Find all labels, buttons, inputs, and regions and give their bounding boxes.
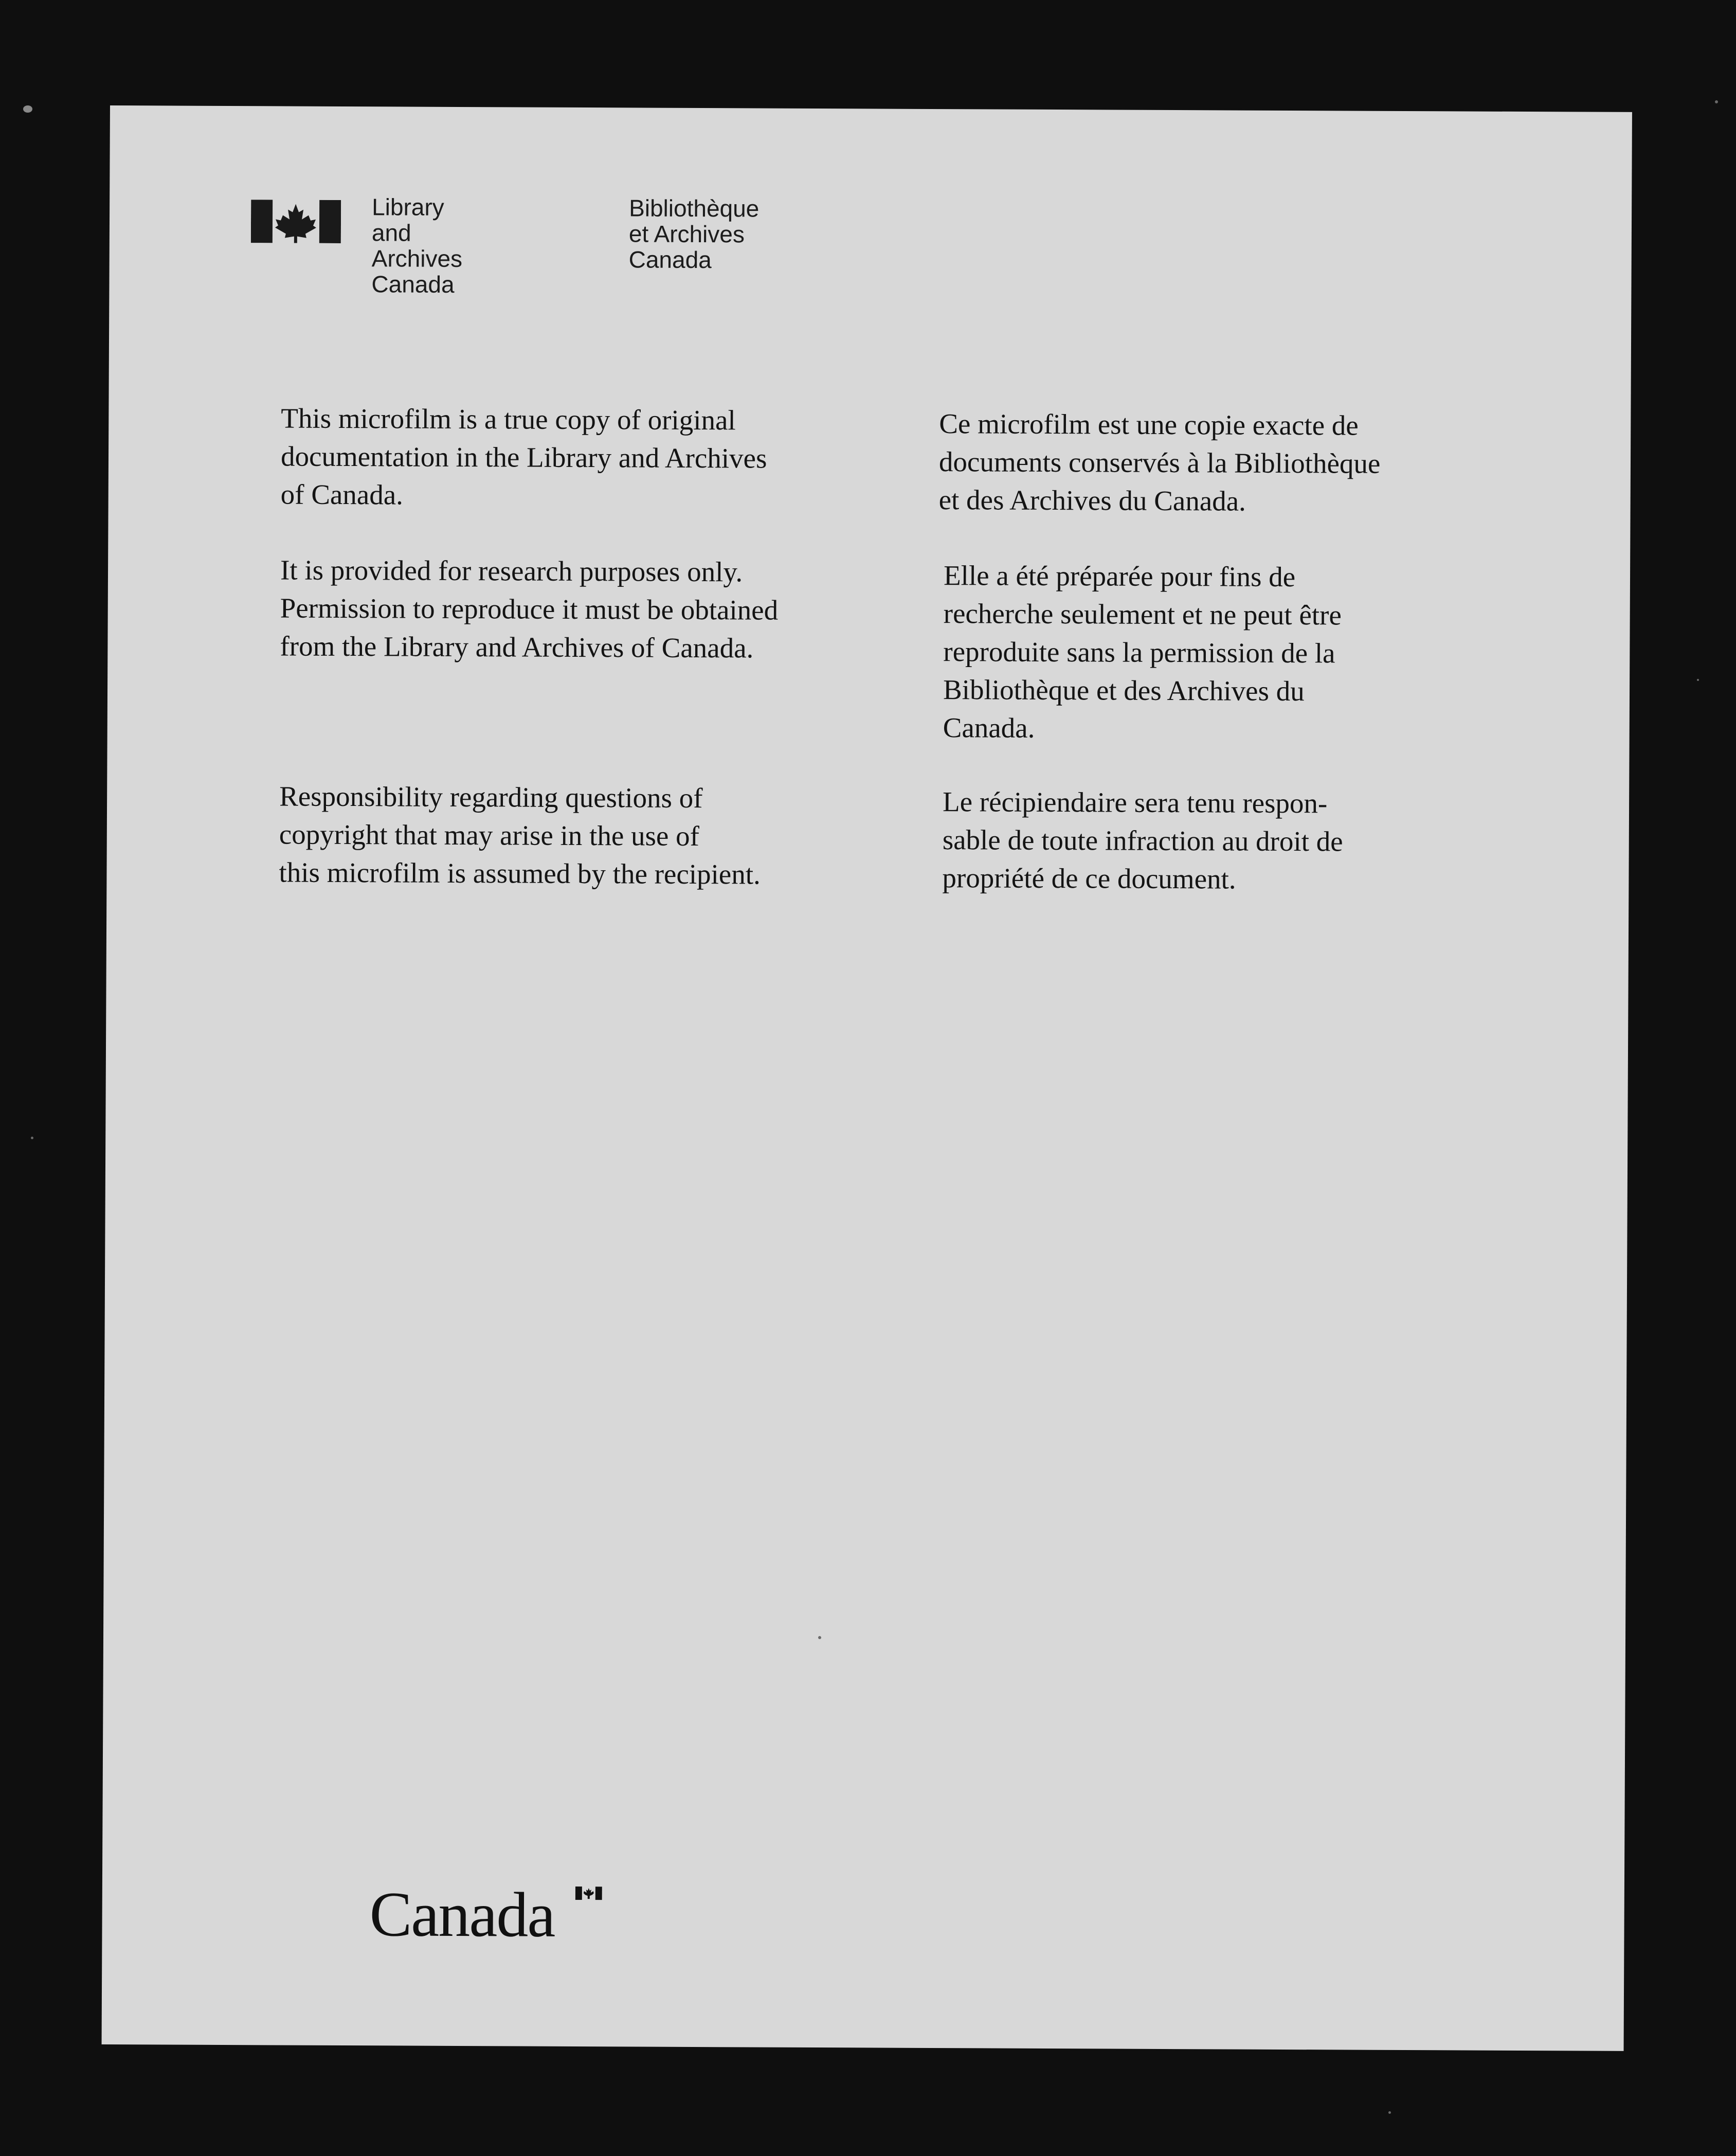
canada-wordmark <box>369 1878 554 1951</box>
english-paragraph-copyright <box>279 777 761 893</box>
film-speck <box>23 105 32 113</box>
film-speck <box>31 1137 33 1139</box>
english-paragraph-authenticity <box>281 399 767 515</box>
paragraph-text: This microfilm is a true copy of original documentation in the Library and Archives of Canada. <box>280 402 767 511</box>
film-speck <box>1715 100 1718 103</box>
paragraph-text: It is provided for research purposes only. Permission to reproduce it must be obtained from the Library and Archives of Canada. <box>280 554 779 664</box>
french-paragraph-research-use <box>943 556 1342 748</box>
french-paragraph-copyright <box>942 783 1343 899</box>
canada-flag-symbol <box>251 200 341 243</box>
french-paragraph-authenticity <box>939 405 1381 521</box>
paragraph-text: Elle a été préparée pour fins de recherche seulement et ne peut être reproduite sans la permission de la Bibliothèque et des Archives du Canada. <box>943 560 1342 744</box>
wordmark-text: Canada <box>369 1879 555 1950</box>
paragraph-text: Responsibility regarding questions of copyright that may arise in the use of this microfilm is assumed by the recipient. <box>279 780 761 890</box>
wordmark-flag-icon <box>575 1886 602 1900</box>
document-page <box>102 105 1632 2051</box>
signature-french: Bibliothèque et Archives Canada <box>628 194 760 274</box>
signature-english: Library and Archives Canada <box>371 193 463 298</box>
paragraph-text: Le récipiendaire sera tenu respon- sable de toute infraction au droit de propriété de ce document. <box>942 786 1343 895</box>
page-speck <box>818 1636 821 1639</box>
paragraph-text: Ce microfilm est une copie exacte de documents conservés à la Bibliothèque et des Archives du Canada. <box>938 408 1381 517</box>
film-speck <box>1388 2111 1391 2114</box>
english-paragraph-research-use <box>280 551 778 667</box>
film-speck <box>1697 679 1699 681</box>
